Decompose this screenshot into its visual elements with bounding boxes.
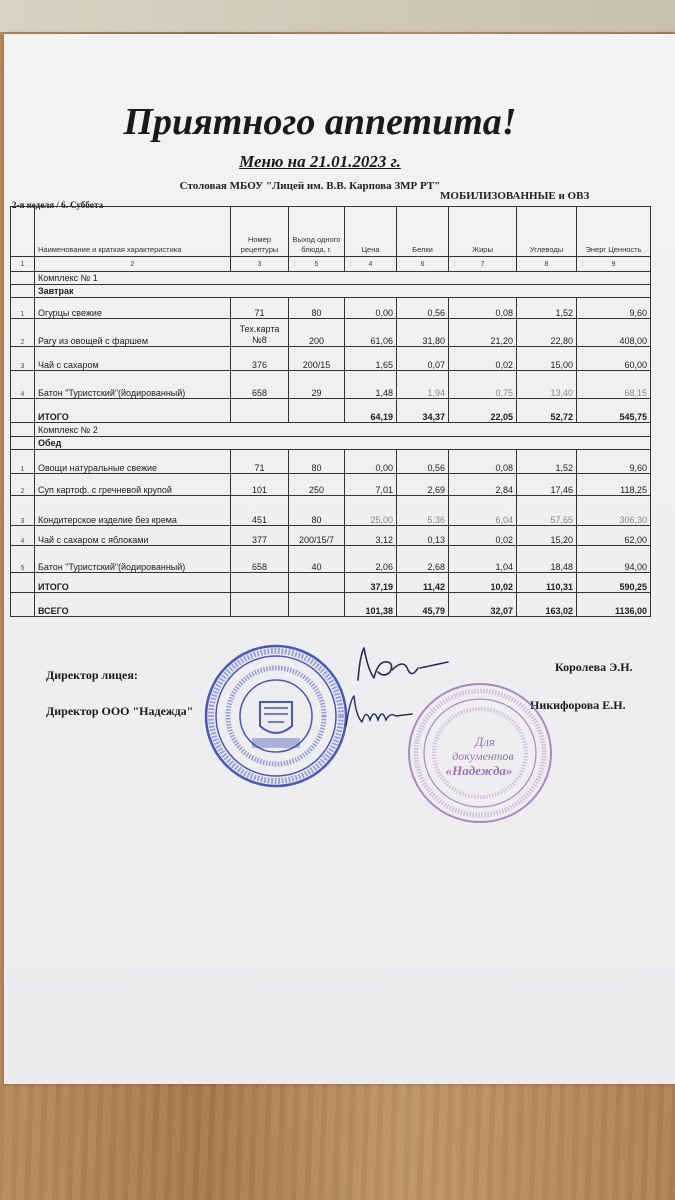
col-index: 4 (345, 257, 397, 272)
column-index-row (11, 257, 651, 272)
col-index: 5 (289, 257, 345, 272)
complex-2-title: Комплекс № 2 (35, 423, 651, 437)
header-energy: Энерг Ценность (577, 207, 651, 257)
table-row: 4 Чай с сахаром с яблоками 377 200/15/7 3,12 0,13 0,02 15,20 62,00 (11, 526, 651, 546)
ooo-director-label: Директор ООО "Надежда" (46, 704, 194, 718)
section-row (11, 272, 651, 285)
table-row: 2 Рагу из овощей с фаршем Тех.карта №8 200 61,06 31,80 21,20 22,80 408,00 (11, 319, 651, 347)
ooo-director-name: Никифорова Е.Н. (530, 698, 626, 712)
header-carbs: Углеводы (517, 207, 577, 257)
header-protein: Белки (397, 207, 449, 257)
director-signature (348, 640, 458, 690)
stamp-text: «Надежда» (445, 763, 513, 778)
header-recipe: Номер рецептуры (231, 207, 289, 257)
dish-name: Батон "Туристский"(йодированный) (35, 371, 231, 399)
dish-name: Чай с сахаром (35, 347, 231, 371)
director-label: Директор лицея: (46, 668, 138, 682)
dish-name: Батон "Туристский"(йодированный) (35, 546, 231, 573)
table-row: 4 Батон "Туристский"(йодированный) 658 29 1,48 1,94 0,75 13,40 68,15 (11, 371, 651, 399)
meal-lunch: Обед (35, 437, 651, 450)
table-row: 1 Огурцы свежие 71 80 0,00 0,56 0,08 1,52 9,60 (11, 298, 651, 319)
dish-name: Суп картоф. с гречневой крупой (35, 474, 231, 496)
grand-total-row: ВСЕГО 101,38 45,79 32,07 163,02 1136,00 (11, 593, 651, 617)
dish-name: Чай с сахаром с яблоками (35, 526, 231, 546)
violet-seal (405, 680, 555, 826)
col-index: 1 (11, 257, 35, 272)
menu-table (10, 206, 651, 617)
stamp-text: Для (475, 734, 495, 749)
total-row: ИТОГО 37,19 11,42 10,02 110,31 590,25 (11, 573, 651, 593)
header-weight: Выход одного блюда, г. (289, 207, 345, 257)
table-row: 1 Овощи натуральные свежие 71 80 0,00 0,56 0,08 1,52 9,60 (11, 450, 651, 474)
col-index: 3 (231, 257, 289, 272)
header-fat: Жиры (449, 207, 517, 257)
col-index: 6 (397, 257, 449, 272)
table-row: 3 Кондитерское изделие без крема 451 80 25,00 5,36 6,04 57,65 306,30 (11, 496, 651, 526)
meal-breakfast: Завтрак (35, 285, 651, 298)
category-label: МОБИЛИЗОВАННЫЕ и ОВЗ (440, 190, 590, 202)
header-price: Цена (345, 207, 397, 257)
dish-name: Рагу из овощей с фаршем (35, 319, 231, 347)
background-strip (0, 0, 675, 32)
wooden-table (0, 1084, 675, 1200)
header-name: Наименование и краткая характеристика (35, 207, 231, 257)
page-title: Приятного аппетита! (123, 101, 517, 143)
complex-1-title: Комплекс № 1 (35, 272, 651, 285)
section-row (11, 423, 651, 437)
dish-name: Овощи натуральные свежие (35, 450, 231, 474)
section-row (11, 437, 651, 450)
week-label: 2-я неделя / 6. Суббота (12, 200, 104, 210)
total-row: ИТОГО 64,19 34,37 22,05 52,72 545,75 (11, 399, 651, 423)
section-row (11, 285, 651, 298)
blue-seal (202, 642, 350, 790)
dish-name: Огурцы свежие (35, 298, 231, 319)
director-name: Королева Э.Н. (555, 660, 633, 674)
header-index (11, 207, 35, 257)
table-row: 5 Батон "Туристский"(йодированный) 658 40 2,06 2,68 1,04 18,48 94,00 (11, 546, 651, 573)
dish-name: Кондитерское изделие без крема (35, 496, 231, 526)
stamp-text: документов (452, 749, 514, 763)
col-index: 8 (517, 257, 577, 272)
table-row: 3 Чай с сахаром 376 200/15 1,65 0,07 0,02 15,00 60,00 (11, 347, 651, 371)
table-header (11, 207, 651, 257)
menu-date: Меню на 21.01.2023 г. (239, 152, 401, 171)
school-name: Столовая МБОУ "Лицей им. В.В. Карпова ЗМР РТ" (179, 180, 441, 192)
col-index: 9 (577, 257, 651, 272)
col-index: 2 (35, 257, 231, 272)
table-row: 2 Суп картоф. с гречневой крупой 101 250 7,01 2,69 2,84 17,46 118,25 (11, 474, 651, 496)
col-index: 7 (449, 257, 517, 272)
ooo-director-signature (340, 690, 420, 734)
